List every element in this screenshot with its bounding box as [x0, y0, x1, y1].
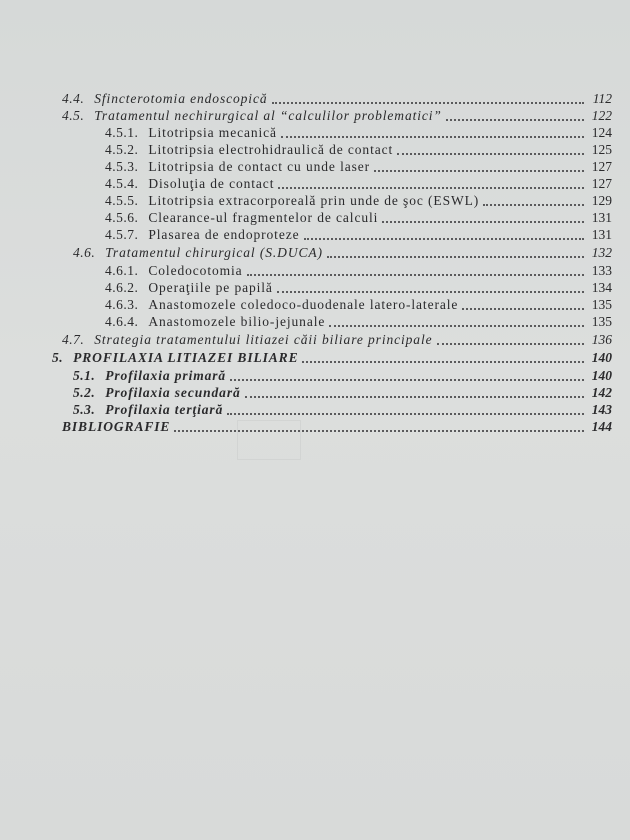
toc-entry — [105, 192, 612, 209]
toc-page-number: 140 — [591, 350, 612, 365]
toc-entry — [105, 279, 612, 296]
toc-title: Clearance-ul fragmentelor de calculi — [148, 210, 379, 225]
toc-title: Anastomozele coledoco-duodenale latero-laterale — [148, 297, 459, 312]
toc-page-number: 112 — [592, 91, 612, 106]
toc-entry — [105, 313, 612, 330]
toc-number: 4.5. — [62, 108, 85, 123]
toc-page-number: 134 — [591, 280, 612, 295]
dot-leader — [329, 325, 584, 327]
toc-title: Profilaxia secundară — [105, 385, 241, 400]
dot-leader — [281, 136, 584, 138]
toc-number: 4.6.2. — [105, 280, 139, 295]
toc-page-number: 135 — [591, 297, 612, 312]
toc-number: 4.5.6. — [105, 210, 139, 225]
dot-leader — [382, 221, 584, 223]
dot-leader — [227, 413, 584, 415]
toc-page-number: 129 — [591, 193, 612, 208]
toc-entry — [52, 349, 612, 366]
toc-title: BIBLIOGRAFIE — [62, 419, 171, 434]
toc-entry — [62, 107, 612, 124]
toc-entry — [105, 296, 612, 313]
toc-number: 4.5.4. — [105, 176, 139, 191]
toc-entry — [105, 226, 612, 243]
dot-leader — [174, 430, 584, 432]
dot-leader — [397, 153, 584, 155]
toc-page-number: 132 — [591, 245, 612, 260]
dot-leader — [437, 343, 584, 345]
toc-entry — [52, 418, 612, 435]
dot-leader — [247, 274, 584, 276]
toc-number: 4.5.2. — [105, 142, 139, 157]
toc-page-number: 122 — [591, 108, 612, 123]
toc-page-number: 124 — [591, 125, 612, 140]
toc-page-number: 142 — [591, 385, 612, 400]
toc-page-number: 131 — [591, 210, 612, 225]
toc-title: Plasarea de endoproteze — [148, 227, 300, 242]
dot-leader — [277, 291, 584, 293]
toc-page-number: 127 — [591, 176, 612, 191]
toc-title: Profilaxia primară — [105, 368, 227, 383]
toc-title: Sfincterotomia endoscopică — [94, 91, 268, 106]
dot-leader — [374, 170, 584, 172]
dot-leader — [327, 256, 584, 258]
dot-leader — [272, 102, 585, 104]
toc-page-number: 135 — [591, 314, 612, 329]
dot-leader — [302, 361, 584, 363]
toc-entry — [73, 401, 612, 418]
toc-number: 5. — [52, 350, 64, 365]
toc-entry — [105, 141, 612, 158]
toc-title: Profilaxia terţiară — [105, 402, 224, 417]
dot-leader — [304, 238, 584, 240]
toc-title: Coledocotomia — [148, 263, 243, 278]
toc-page-number: 143 — [591, 402, 612, 417]
toc-page-number: 133 — [591, 263, 612, 278]
dot-leader — [446, 119, 584, 121]
toc-number: 4.6.1. — [105, 263, 139, 278]
toc-title: Anastomozele bilio-jejunale — [148, 314, 326, 329]
dot-leader — [462, 308, 584, 310]
toc-title: Operaţiile pe papilă — [148, 280, 273, 295]
toc-page-number: 127 — [591, 159, 612, 174]
toc-entry — [105, 209, 612, 226]
toc-page-number: 144 — [591, 419, 612, 434]
dot-leader — [245, 396, 584, 398]
toc-title: Strategia tratamentului litiazei căii biliare principale — [94, 332, 433, 347]
toc-entry — [73, 367, 612, 384]
toc-title: Litotripsia mecanică — [148, 125, 277, 140]
toc-number: 4.6.4. — [105, 314, 139, 329]
toc-page-number: 125 — [591, 142, 612, 157]
dot-leader — [230, 379, 584, 381]
toc-entry — [105, 175, 612, 192]
toc-number: 5.2. — [73, 385, 96, 400]
toc-number: 4.5.7. — [105, 227, 139, 242]
toc-number: 4.6.3. — [105, 297, 139, 312]
toc-entry — [105, 124, 612, 141]
toc-entry — [73, 384, 612, 401]
toc-number: 4.5.3. — [105, 159, 139, 174]
toc-number: 5.3. — [73, 402, 96, 417]
toc-page-number: 136 — [591, 332, 612, 347]
toc-title: Litotripsia extracorporeală prin unde de şoc (ESWL) — [148, 193, 480, 208]
toc-title: Disoluţia de contact — [148, 176, 275, 191]
toc-entry — [62, 331, 612, 348]
dot-leader — [483, 204, 584, 206]
toc-entry — [105, 262, 612, 279]
toc-title: Litotripsia de contact cu unde laser — [148, 159, 371, 174]
toc-number: 5.1. — [73, 368, 96, 383]
toc-title: PROFILAXIA LITIAZEI BILIARE — [73, 350, 299, 365]
toc-number: 4.5.5. — [105, 193, 139, 208]
toc-number: 4.6. — [73, 245, 96, 260]
toc-title: Tratamentul nechirurgical al “calculilor problematici” — [94, 108, 442, 123]
toc-page-number: 131 — [591, 227, 612, 242]
toc-number: 4.7. — [62, 332, 85, 347]
toc-entry — [105, 158, 612, 175]
dot-leader — [278, 187, 584, 189]
toc-number: 4.5.1. — [105, 125, 139, 140]
toc-number: 4.4. — [62, 91, 85, 106]
toc-title: Tratamentul chirurgical (S.DUCA) — [105, 245, 323, 260]
toc-title: Litotripsia electrohidraulică de contact — [148, 142, 394, 157]
toc-page-number: 140 — [591, 368, 612, 383]
toc-entry — [73, 244, 612, 261]
toc-entry — [62, 90, 612, 107]
